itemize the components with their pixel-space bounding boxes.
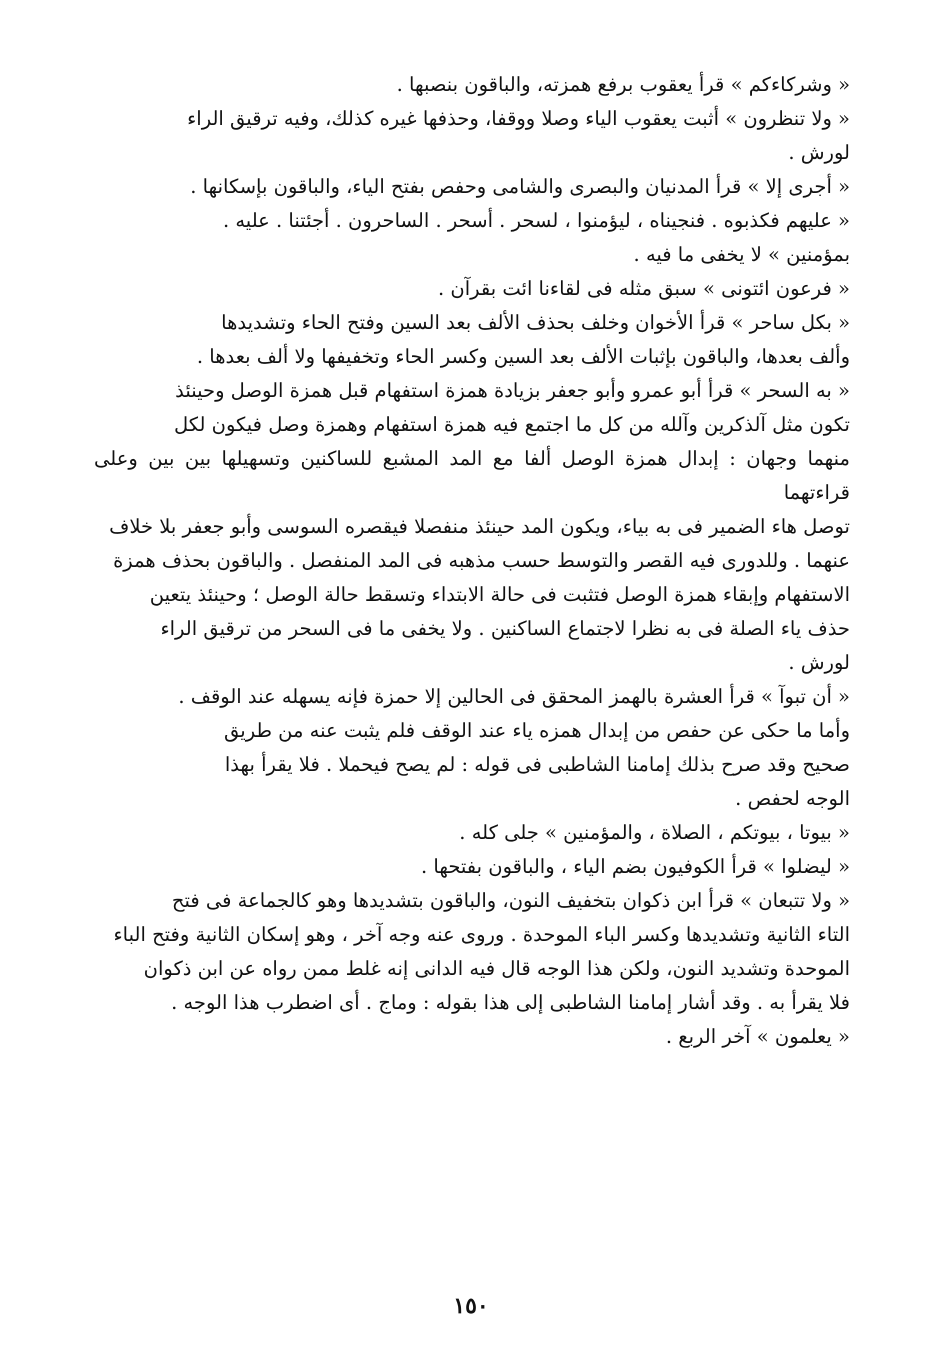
text-line: « يعلمون » آخر الربع . xyxy=(665,1025,850,1048)
text-line: وأما ما حكى عن حفص من إبدال همزه ياء عند الوقف فلم يثبت عنه من طريق xyxy=(224,719,850,742)
text-line: « ولا تنظرون » أثبت يعقوب الياء وصلا ووقفا، وحذفها غيره كذلك، وفيه ترقيق الراء xyxy=(187,107,850,130)
text-line: « أجرى إلا » قرأ المدنيان والبصرى والشامى وحفص بفتح الياء، والباقون بإسكانها . xyxy=(190,175,850,198)
text-line: « فرعون ائتونى » سبق مثله فى لقاءنا ائت بقرآن . xyxy=(437,277,850,300)
text-line: منهما وجهان : إبدال همزة الوصل ألفا مع المد المشبع للساكنين وتسهيلها بين بين وعلى قراءتهما xyxy=(94,447,851,504)
text-line: عنهما . وللدورى فيه القصر والتوسط حسب مذهبه فى المد المنفصل . والباقون بحذف همزة xyxy=(113,549,850,572)
text-line: « أن تبوآ » قرأ العشرة بالهمز المحقق فى الحالين إلا حمزة فإنه يسهله عند الوقف . xyxy=(178,685,850,708)
page-body xyxy=(94,68,850,1054)
text-line: « ولا تتبعان » قرأ ابن ذكوان بتخفيف النون، والباقون بتشديدها وهو كالجماعة فى فتح xyxy=(171,889,850,912)
text-line: « ليضلوا » قرأ الكوفيون بضم الياء ، والباقون بفتحها . xyxy=(421,855,850,878)
text-line: فلا يقرأ به . وقد أشار إمامنا الشاطبى إلى هذا بقوله : وماج . أى اضطرب هذا الوجه . xyxy=(171,991,850,1014)
text-line: الموحدة وتشديد النون، ولكن هذا الوجه قال فيه الدانى إنه غلط ممن رواه عن ابن ذكوان xyxy=(143,957,850,980)
text-line: حذف ياء الصلة فى به نظرا لاجتماع الساكنين . ولا يخفى ما فى السحر من ترقيق الراء xyxy=(160,617,850,640)
text-line: لورش . xyxy=(788,141,850,164)
text-line: توصل هاء الضمير فى به بياء، ويكون المد حينئذ منفصلا فيقصره السوسى وأبو جعفر بلا خلاف xyxy=(109,515,850,538)
text-line: التاء الثانية وتشديدها وكسر الباء الموحدة . وروى عنه وجه آخر ، وهو إسكان الثانية وفتح الباء xyxy=(113,923,850,946)
text-line: الوجه لحفص . xyxy=(735,787,850,810)
text-line: تكون مثل آلذكرين وآلله من كل ما اجتمع فيه همزة استفهام وهمزة وصل فيكون لكل xyxy=(173,413,850,436)
text-line: « به السحر » قرأ أبو عمرو وأبو جعفر بزيادة همزة استفهام قبل همزة الوصل وحينئذ xyxy=(175,379,850,402)
text-line: « بكل ساحر » قرأ الأخوان وخلف بحذف الألف بعد السين وفتح الحاء وتشديدها xyxy=(221,311,850,334)
text-line: صحيح وقد صرح بذلك إمامنا الشاطبى فى قوله : لم يصح فيحملا . فلا يقرأ بهذا xyxy=(224,753,850,776)
text-line: « عليهم فكذبوه . فنجيناه ، ليؤمنوا ، لسحر . أسحر . الساحرون . أجئتنا . عليه . xyxy=(222,209,850,232)
text-line: « وشركاءكم » قرأ يعقوب برفع همزته، والباقون بنصبها . xyxy=(396,73,850,96)
text-line: وألف بعدها، والباقون بإثبات الألف بعد السين وكسر الحاء وتخفيفها ولا ألف بعدها . xyxy=(196,345,850,368)
text-line: بمؤمنين » لا يخفى ما فيه . xyxy=(633,243,850,266)
text-line: « بيوتا ، بيوتكم ، الصلاة ، والمؤمنين » جلى كله . xyxy=(459,821,850,844)
text-line: الاستفهام وإبقاء همزة الوصل فتثبت فى حالة الابتداء وتسقط حالة الوصل ؛ وحينئذ يتعين xyxy=(149,583,850,606)
text-line: لورش . xyxy=(788,651,850,674)
page-number: ١٥٠ xyxy=(453,1293,489,1319)
